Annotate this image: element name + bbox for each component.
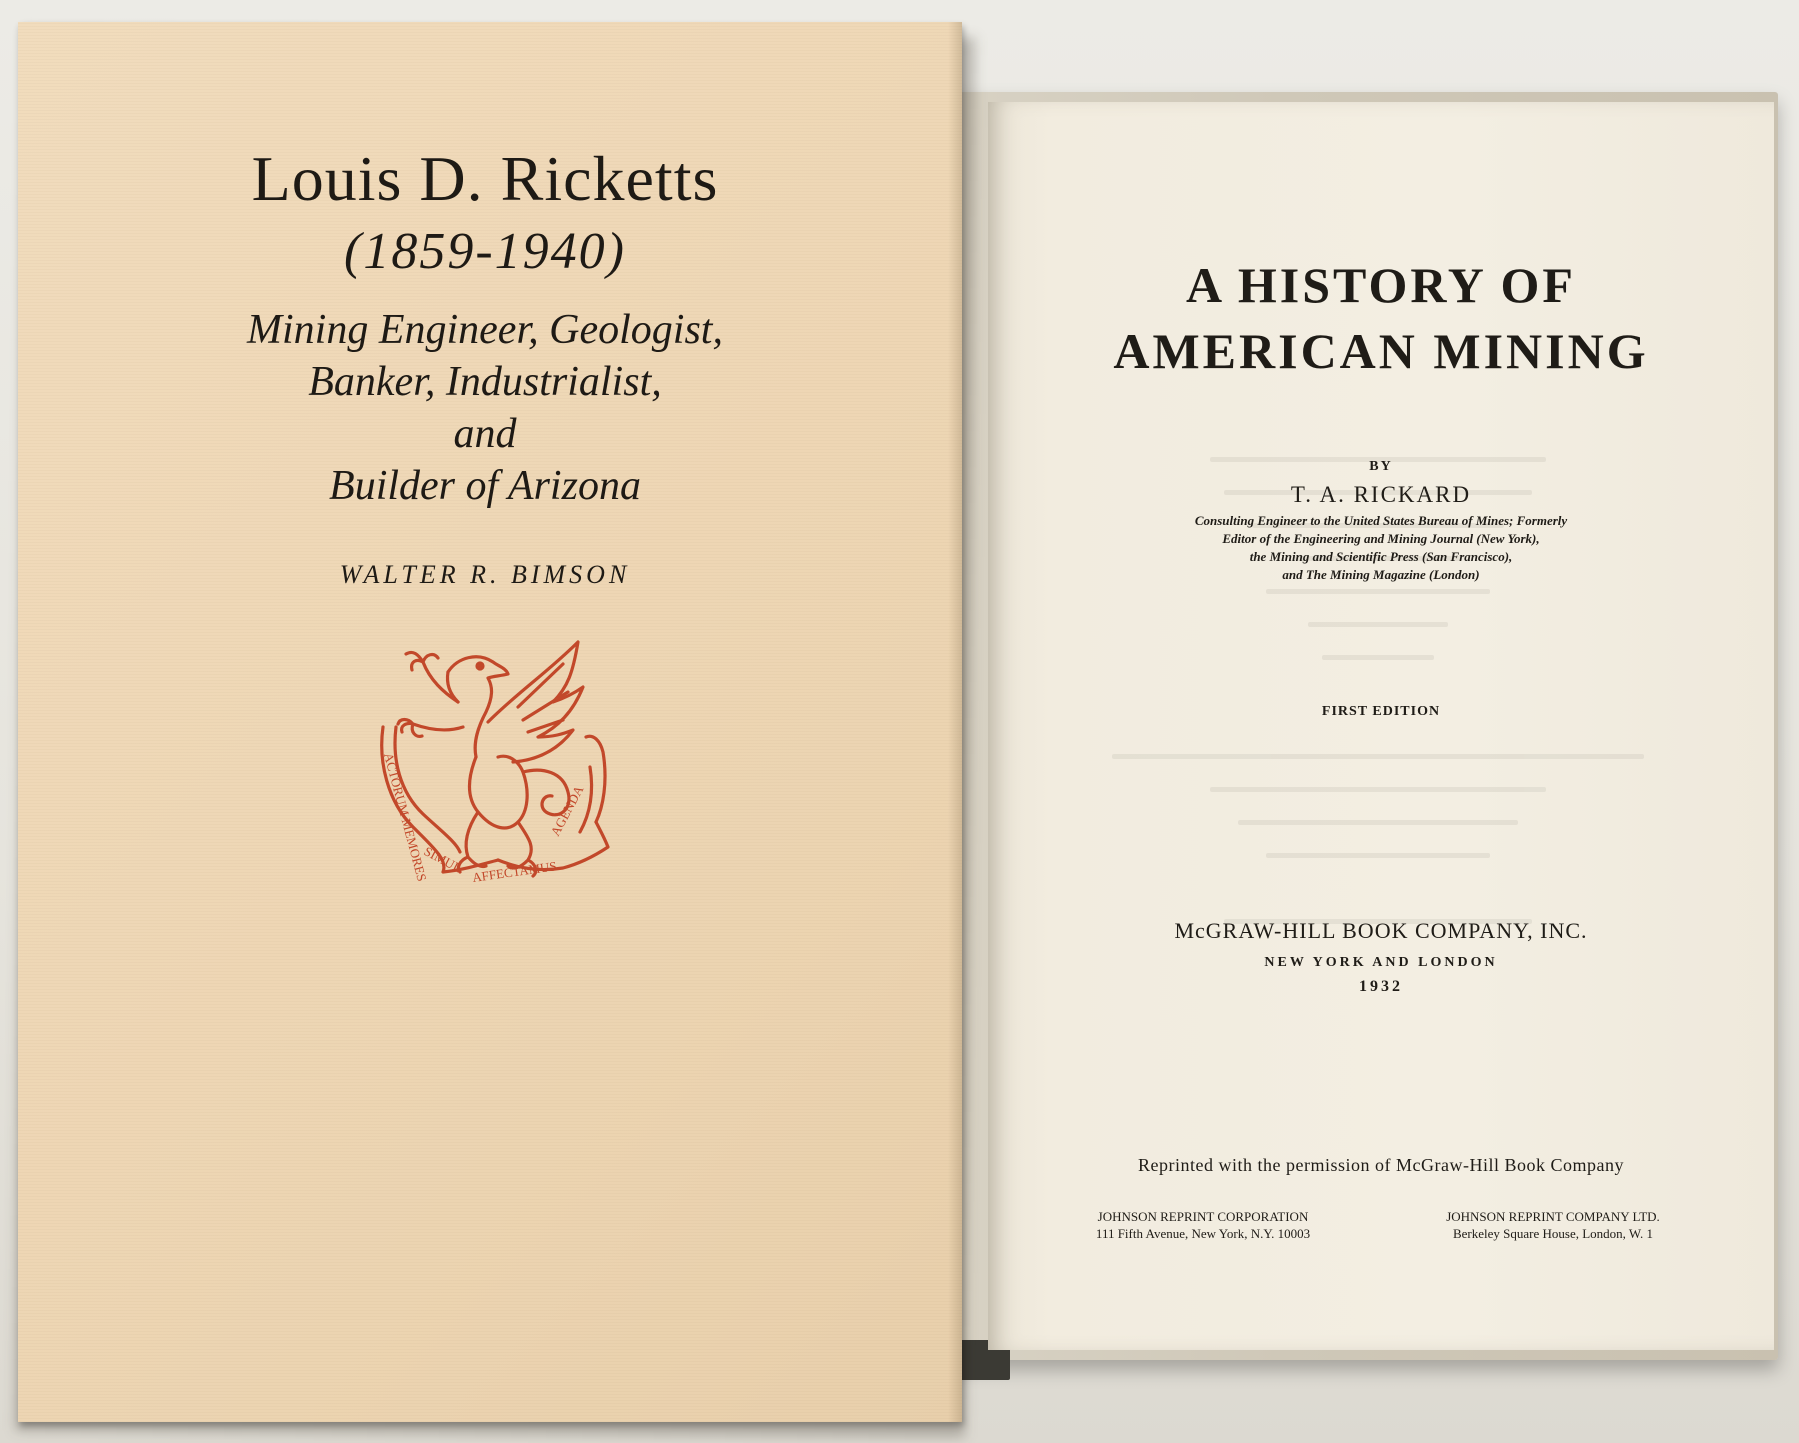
- cover-subtitle-line-3: and: [453, 411, 517, 457]
- book-author: T. A. RICKARD: [1290, 482, 1472, 507]
- reprint-publisher-uk-name: JOHNSON REPRINT COMPANY LTD.: [1446, 1209, 1660, 1224]
- publisher-name: McGRAW-HILL BOOK COMPANY, INC.: [1174, 918, 1588, 943]
- reprint-publisher-uk-address: Berkeley Square House, London, W. 1: [1452, 1226, 1654, 1241]
- crest-motto-left: ACTORUM MEMORES: [381, 751, 430, 883]
- left-book-cover: [18, 22, 962, 1422]
- author-credentials-line-3: the Mining and Scientific Press (San Francisco),: [1249, 549, 1513, 564]
- author-credentials-line-1: Consulting Engineer to the United States Bureau of Mines; Formerly: [1194, 513, 1568, 528]
- edition-label: FIRST EDITION: [1321, 704, 1441, 719]
- right-book-title-page: [988, 102, 1774, 1350]
- cover-author: WALTER R. BIMSON: [339, 560, 631, 589]
- author-credentials-line-4: and The Mining Magazine (London): [1282, 567, 1480, 582]
- crest-motto-agenda: AGENDA: [547, 782, 587, 839]
- reprint-publisher-uk: [1393, 1208, 1713, 1242]
- reprint-note: Reprinted with the permission of McGraw-Hill Book Company: [1138, 1155, 1624, 1175]
- cover-subtitle-line-2: Banker, Industrialist,: [308, 359, 662, 405]
- book-title-line-1: A HISTORY OF: [1186, 257, 1576, 313]
- crest-motto-simul: SIMUL: [421, 843, 465, 876]
- publication-year: 1932: [1359, 978, 1403, 995]
- cover-title: Louis D. Ricketts: [251, 143, 719, 214]
- crest-motto-affectamus: AFFECTAMUS: [471, 858, 558, 885]
- by-label: BY: [1369, 459, 1393, 474]
- book-title-line-2: AMERICAN MINING: [1113, 323, 1649, 379]
- cover-subtitle-line-4: Builder of Arizona: [329, 463, 641, 509]
- cover-dates: (1859-1940): [344, 223, 626, 280]
- reprint-publisher-us: [1043, 1208, 1363, 1242]
- publisher-place: NEW YORK AND LONDON: [1264, 955, 1498, 970]
- reprint-publisher-us-address: 111 Fifth Avenue, New York, N.Y. 10003: [1095, 1226, 1311, 1241]
- author-credentials-line-2: Editor of the Engineering and Mining Journal (New York),: [1222, 531, 1540, 546]
- griffin-crest-icon: [368, 632, 618, 892]
- cover-subtitle-line-1: Mining Engineer, Geologist,: [247, 307, 723, 353]
- reprint-publisher-us-name: JOHNSON REPRINT CORPORATION: [1097, 1209, 1309, 1224]
